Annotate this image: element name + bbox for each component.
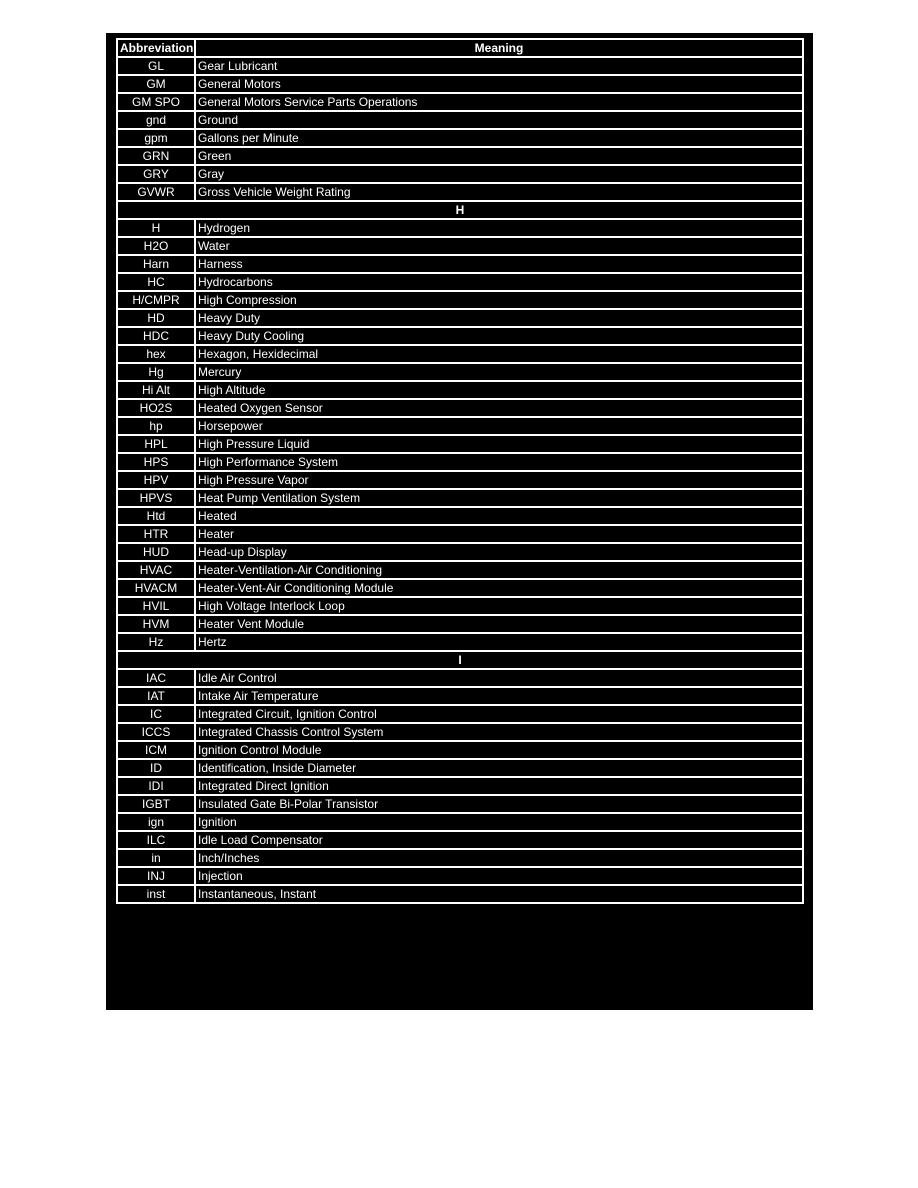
abbreviation-table	[116, 38, 804, 904]
meaning-cell: Idle Load Compensator	[195, 831, 803, 849]
table-row	[117, 867, 803, 885]
table-row	[117, 813, 803, 831]
abbreviation-cell: hex	[117, 345, 195, 363]
abbreviation-cell: H2O	[117, 237, 195, 255]
table-row	[117, 849, 803, 867]
table-row	[117, 183, 803, 201]
abbreviation-cell: HVM	[117, 615, 195, 633]
abbreviation-cell: GVWR	[117, 183, 195, 201]
meaning-cell: Ignition Control Module	[195, 741, 803, 759]
meaning-cell: Hydrogen	[195, 219, 803, 237]
table-row	[117, 471, 803, 489]
meaning-cell: Heater-Ventilation-Air Conditioning	[195, 561, 803, 579]
abbreviation-cell: IC	[117, 705, 195, 723]
header-meaning: Meaning	[195, 39, 803, 57]
meaning-cell: Green	[195, 147, 803, 165]
abbreviation-cell: GM	[117, 75, 195, 93]
abbreviation-cell: HPV	[117, 471, 195, 489]
table-row	[117, 363, 803, 381]
meaning-cell: Hydrocarbons	[195, 273, 803, 291]
abbreviation-cell: ICM	[117, 741, 195, 759]
table-header-row	[117, 39, 803, 57]
meaning-cell: Heat Pump Ventilation System	[195, 489, 803, 507]
table-row	[117, 273, 803, 291]
table-row	[117, 489, 803, 507]
table-row	[117, 381, 803, 399]
table-row	[117, 723, 803, 741]
table-row	[117, 687, 803, 705]
meaning-cell: Heater Vent Module	[195, 615, 803, 633]
table-row	[117, 417, 803, 435]
table-row	[117, 795, 803, 813]
table-row	[117, 705, 803, 723]
abbreviation-cell: ICCS	[117, 723, 195, 741]
table-row	[117, 57, 803, 75]
abbreviation-cell: ILC	[117, 831, 195, 849]
abbreviation-cell: HD	[117, 309, 195, 327]
abbreviation-table-frame	[106, 33, 813, 1010]
table-row	[117, 399, 803, 417]
table-row	[117, 633, 803, 651]
meaning-cell: General Motors Service Parts Operations	[195, 93, 803, 111]
table-row	[117, 75, 803, 93]
meaning-cell: Hexagon, Hexidecimal	[195, 345, 803, 363]
table-row	[117, 543, 803, 561]
table-row	[117, 111, 803, 129]
section-header-row	[117, 651, 803, 669]
table-row	[117, 831, 803, 849]
abbreviation-cell: HPVS	[117, 489, 195, 507]
header-abbreviation: Abbreviation	[117, 39, 195, 57]
meaning-cell: Hertz	[195, 633, 803, 651]
abbreviation-cell: Hg	[117, 363, 195, 381]
abbreviation-cell: ign	[117, 813, 195, 831]
table-row	[117, 507, 803, 525]
abbreviation-cell: Htd	[117, 507, 195, 525]
abbreviation-cell: HC	[117, 273, 195, 291]
meaning-cell: Heated	[195, 507, 803, 525]
meaning-cell: High Altitude	[195, 381, 803, 399]
meaning-cell: Insulated Gate Bi-Polar Transistor	[195, 795, 803, 813]
abbreviation-cell: HDC	[117, 327, 195, 345]
abbreviation-cell: gnd	[117, 111, 195, 129]
meaning-cell: Horsepower	[195, 417, 803, 435]
table-row	[117, 759, 803, 777]
meaning-cell: Injection	[195, 867, 803, 885]
table-row	[117, 669, 803, 687]
abbreviation-cell: hp	[117, 417, 195, 435]
abbreviation-cell: HUD	[117, 543, 195, 561]
table-row	[117, 129, 803, 147]
meaning-cell: Gear Lubricant	[195, 57, 803, 75]
meaning-cell: Idle Air Control	[195, 669, 803, 687]
table-row	[117, 885, 803, 903]
abbreviation-cell: HVAC	[117, 561, 195, 579]
table-row	[117, 93, 803, 111]
abbreviation-cell: Hz	[117, 633, 195, 651]
meaning-cell: Heater-Vent-Air Conditioning Module	[195, 579, 803, 597]
abbreviation-cell: INJ	[117, 867, 195, 885]
meaning-cell: Gray	[195, 165, 803, 183]
abbreviation-cell: IAC	[117, 669, 195, 687]
table-row	[117, 147, 803, 165]
meaning-cell: High Pressure Vapor	[195, 471, 803, 489]
abbreviation-cell: H	[117, 219, 195, 237]
meaning-cell: Heater	[195, 525, 803, 543]
abbreviation-cell: HVACM	[117, 579, 195, 597]
table-row	[117, 309, 803, 327]
abbreviation-cell: ID	[117, 759, 195, 777]
table-row	[117, 525, 803, 543]
meaning-cell: High Pressure Liquid	[195, 435, 803, 453]
abbreviation-cell: Hi Alt	[117, 381, 195, 399]
table-row	[117, 597, 803, 615]
meaning-cell: Intake Air Temperature	[195, 687, 803, 705]
meaning-cell: High Performance System	[195, 453, 803, 471]
abbreviation-cell: HTR	[117, 525, 195, 543]
table-row	[117, 291, 803, 309]
section-header-row	[117, 201, 803, 219]
meaning-cell: Head-up Display	[195, 543, 803, 561]
abbreviation-cell: H/CMPR	[117, 291, 195, 309]
section-label: H	[117, 201, 803, 219]
meaning-cell: Integrated Circuit, Ignition Control	[195, 705, 803, 723]
meaning-cell: Water	[195, 237, 803, 255]
abbreviation-cell: HVIL	[117, 597, 195, 615]
table-row	[117, 579, 803, 597]
abbreviation-cell: HPL	[117, 435, 195, 453]
abbreviation-cell: GM SPO	[117, 93, 195, 111]
abbreviation-cell: HO2S	[117, 399, 195, 417]
meaning-cell: Integrated Chassis Control System	[195, 723, 803, 741]
abbreviation-cell: IGBT	[117, 795, 195, 813]
meaning-cell: General Motors	[195, 75, 803, 93]
table-row	[117, 615, 803, 633]
meaning-cell: Heavy Duty	[195, 309, 803, 327]
abbreviation-cell: HPS	[117, 453, 195, 471]
meaning-cell: Mercury	[195, 363, 803, 381]
table-row	[117, 435, 803, 453]
abbreviation-cell: GRY	[117, 165, 195, 183]
abbreviation-cell: gpm	[117, 129, 195, 147]
abbreviation-cell: IDI	[117, 777, 195, 795]
abbreviation-cell: in	[117, 849, 195, 867]
meaning-cell: Instantaneous, Instant	[195, 885, 803, 903]
meaning-cell: Harness	[195, 255, 803, 273]
meaning-cell: Integrated Direct Ignition	[195, 777, 803, 795]
table-row	[117, 453, 803, 471]
table-row	[117, 777, 803, 795]
table-row	[117, 219, 803, 237]
table-body	[117, 57, 803, 903]
abbreviation-cell: GRN	[117, 147, 195, 165]
meaning-cell: Ground	[195, 111, 803, 129]
abbreviation-cell: Harn	[117, 255, 195, 273]
table-row	[117, 255, 803, 273]
abbreviation-cell: GL	[117, 57, 195, 75]
meaning-cell: High Compression	[195, 291, 803, 309]
abbreviation-cell: inst	[117, 885, 195, 903]
table-row	[117, 237, 803, 255]
abbreviation-cell: IAT	[117, 687, 195, 705]
table-row	[117, 327, 803, 345]
section-label: I	[117, 651, 803, 669]
meaning-cell: High Voltage Interlock Loop	[195, 597, 803, 615]
meaning-cell: Heavy Duty Cooling	[195, 327, 803, 345]
meaning-cell: Gallons per Minute	[195, 129, 803, 147]
meaning-cell: Ignition	[195, 813, 803, 831]
table-row	[117, 345, 803, 363]
meaning-cell: Identification, Inside Diameter	[195, 759, 803, 777]
meaning-cell: Inch/Inches	[195, 849, 803, 867]
meaning-cell: Heated Oxygen Sensor	[195, 399, 803, 417]
meaning-cell: Gross Vehicle Weight Rating	[195, 183, 803, 201]
table-row	[117, 561, 803, 579]
table-row	[117, 741, 803, 759]
table-row	[117, 165, 803, 183]
